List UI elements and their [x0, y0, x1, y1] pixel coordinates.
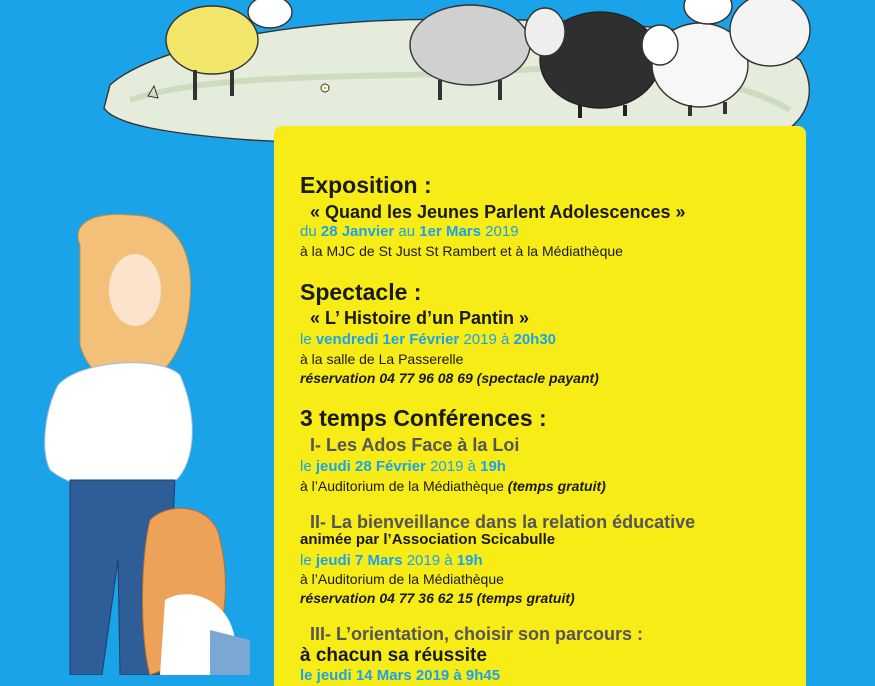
- conference-2-animated-by: animée par l’Association Scicabulle: [300, 531, 556, 548]
- spectacle-date: le vendredi 1er Février 2019 à 20h30: [300, 331, 557, 348]
- conference-2-date: le jeudi 7 Mars 2019 à 19h: [300, 552, 483, 569]
- conference-2-title: II- La bienveillance dans la relation éducative: [310, 512, 696, 532]
- conference-1-place: à l’Auditorium de la Médiathèque (temps gratuit): [300, 478, 606, 494]
- spectacle-title: « L’ Histoire d’un Pantin »: [310, 308, 530, 328]
- conference-3-date: le jeudi 14 Mars 2019 à 9h45: [300, 667, 501, 684]
- spectacle-reservation: réservation 04 77 96 08 69 (spectacle payant): [300, 370, 599, 386]
- exposition-title: « Quand les Jeunes Parlent Adolescences »: [310, 202, 686, 222]
- conference-3-subtitle: à chacun sa réussite: [300, 645, 487, 666]
- conference-1-title: I- Les Ados Face à la Loi: [310, 435, 520, 455]
- conference-2-place: à l’Auditorium de la Médiathèque: [300, 571, 504, 587]
- girl-illustration: [45, 214, 250, 675]
- spectacle-place: à la salle de La Passerelle: [300, 351, 464, 367]
- conference-1-date: le jeudi 28 Février 2019 à 19h: [300, 458, 506, 475]
- exposition-heading: Exposition :: [300, 172, 432, 198]
- exposition-place: à la MJC de St Just St Rambert et à la Médiathèque: [300, 243, 623, 259]
- spectacle-heading: Spectacle :: [300, 279, 422, 305]
- conference-2-reservation: réservation 04 77 36 62 15 (temps gratuit): [300, 590, 575, 606]
- conferences-heading: 3 temps Conférences :: [300, 405, 547, 431]
- exposition-dates: du 28 Janvier au 1er Mars 2019: [300, 223, 519, 240]
- conference-3-title: III- L’orientation, choisir son parcours :: [310, 624, 644, 644]
